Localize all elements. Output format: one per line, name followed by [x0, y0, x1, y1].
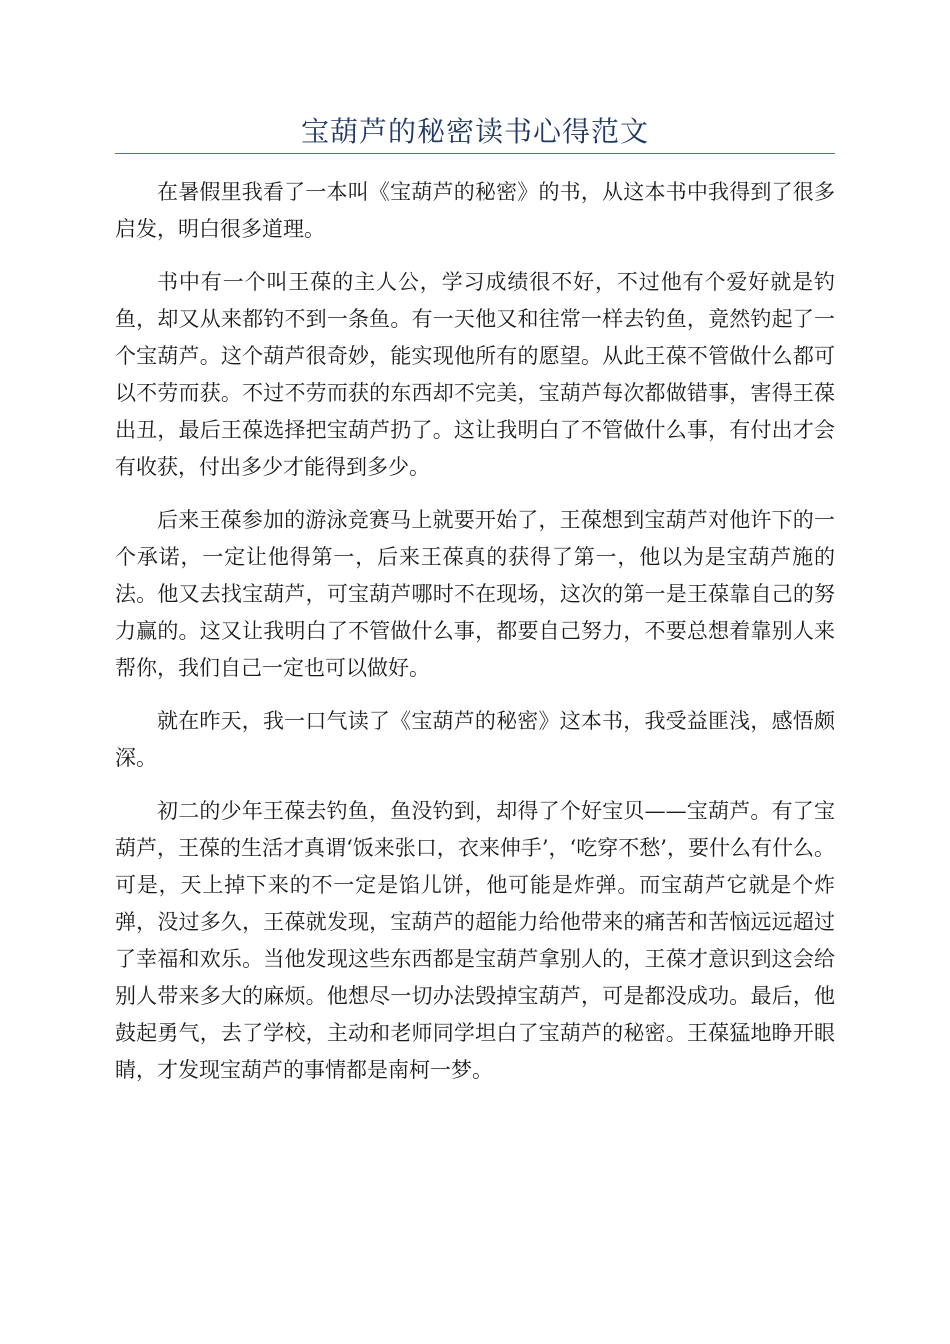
paragraph-4: 就在昨天，我一口气读了《宝葫芦的秘密》这本书，我受益匪浅，感悟颇深。 [115, 709, 835, 770]
title-underline [115, 153, 835, 154]
paragraph-5: 初二的少年王葆去钓鱼，鱼没钓到，却得了个好宝贝——宝葫芦。有了宝葫芦，王葆的生活才真谓‘饭来张口，衣来伸手’，‘吃穿不愁’，要什么有什么。可是，天上掉下来的不一定是馅儿饼，他可能是炸弹。而宝葫芦它就是个炸弹，没过多久，王葆就发现，宝葫芦的超能力给他带来的痛苦和苦恼远远超过了幸福和欢乐。当他发现这些东西都是宝葫芦拿别人的，王葆才意识到这会给别人带来多大的麻烦。他想尽一切办法毁掉宝葫芦，可是都没成功。最后，他鼓起勇气，去了学校，主动和老师同学坦白了宝葫芦的秘密。王葆猛地睁开眼睛，才发现宝葫芦的事情都是南柯一梦。 [115, 799, 835, 1082]
document-title: 宝葫芦的秘密读书心得范文 [300, 115, 649, 148]
paragraph-3: 后来王葆参加的游泳竞赛马上就要开始了，王葆想到宝葫芦对他许下的一个承诺，一定让他得第一，后来王葆真的获得了第一，他以为是宝葫芦施的法。他又去找宝葫芦，可宝葫芦哪时不在现场，这次的第一是王葆靠自己的努力赢的。这又让我明白了不管做什么事，都要自己努力，不要总想着靠别人来帮你，我们自己一定也可以做好。 [115, 508, 835, 680]
document-body [115, 174, 835, 1105]
paragraph-2: 书中有一个叫王葆的主人公，学习成绩很不好，不过他有个爱好就是钓鱼，却又从来都钓不到一条鱼。有一天他又和往常一样去钓鱼，竟然钓起了一个宝葫芦。这个葫芦很奇妙，能实现他所有的愿望。从此王葆不管做什么都可以不劳而获。不过不劳而获的东西却不完美，宝葫芦每次都做错事，害得王葆出丑，最后王葆选择把宝葫芦扔了。这让我明白了不管做什么事，有付出才会有收获，付出多少才能得到多少。 [115, 270, 835, 479]
paragraph-1: 在暑假里我看了一本叫《宝葫芦的秘密》的书，从这本书中我得到了很多启发，明白很多道理。 [115, 180, 835, 241]
